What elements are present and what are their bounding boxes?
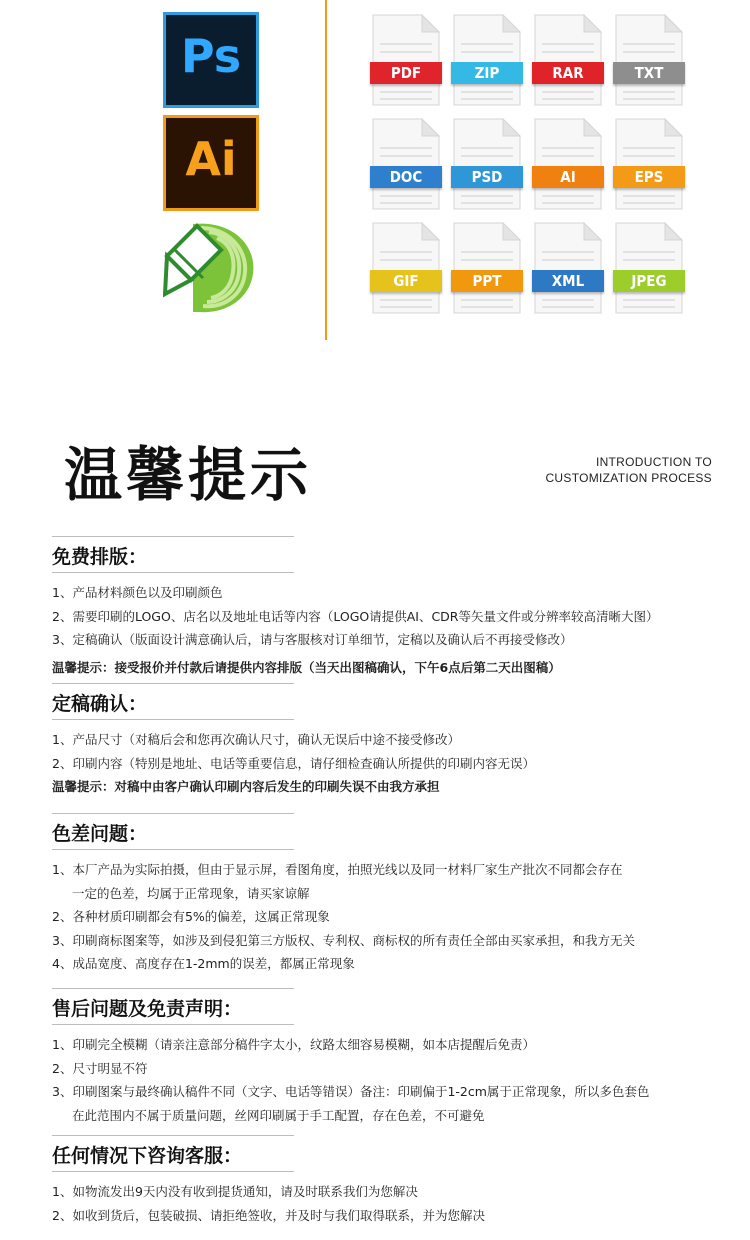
file-type-label: RAR bbox=[532, 62, 604, 84]
list-item: 2、各种材质印刷都会有5%的偏差，这属正常现象 bbox=[52, 909, 330, 924]
file-type-label: JPEG bbox=[613, 270, 685, 292]
list-item: 3、印刷商标图案等，如涉及到侵犯第三方版权、专利权、商标权的所有责任全部由买家承担，和我方无关 bbox=[52, 932, 635, 948]
list-item: 3、定稿确认（版面设计满意确认后，请与客服核对订单细节，定稿以及确认后不再接受修改） bbox=[52, 632, 573, 647]
file-type-label: DOC bbox=[370, 166, 442, 188]
section-contact-service bbox=[52, 1135, 742, 1227]
list-item: 1、本厂产品为实际拍摄，但由于显示屏，看图角度，拍照光线以及同一材料厂家生产批次不同都会存在 bbox=[52, 862, 623, 877]
file-type-label: PSD bbox=[451, 166, 523, 188]
file-type-icon bbox=[615, 118, 683, 210]
list-item: 2、尺寸明显不符 bbox=[52, 1060, 148, 1076]
list-item-continued: 一定的色差，均属于正常现象，请买家谅解 bbox=[72, 885, 310, 901]
divider-line bbox=[325, 0, 327, 340]
file-type-icon bbox=[453, 14, 521, 106]
coreldraw-icon bbox=[163, 216, 259, 312]
list-item: 2、需要印刷的LOGO、店名以及地址电话等内容（LOGO请提供AI、CDR等矢量文件或分辨率较高清晰大图） bbox=[52, 608, 659, 624]
list-item: 2、如收到货后，包装破损、请拒绝签收，并及时与我们取得联系，并为您解决 bbox=[52, 1207, 485, 1223]
file-type-label: TXT bbox=[613, 62, 685, 84]
file-type-icon bbox=[534, 222, 602, 314]
file-type-icon bbox=[615, 222, 683, 314]
list-item: 4、成品宽度、高度存在1-2mm的误差，都属正常现象 bbox=[52, 956, 355, 971]
file-type-label: GIF bbox=[370, 270, 442, 292]
section-title: 任何情况下咨询客服： bbox=[52, 1135, 292, 1172]
list-item-continued: 在此范围内不属于质量问题，丝网印刷属于手工配置，存在色差，不可避免 bbox=[72, 1107, 485, 1123]
list-item: 1、印刷完全模糊（请亲注意部分稿件字太小，纹路太细容易模糊，如本店提醒后免责） bbox=[52, 1037, 535, 1052]
intro-line-2: CUSTOMIZATION PROCESS bbox=[545, 471, 712, 485]
section-title: 定稿确认： bbox=[52, 683, 292, 720]
tip-note: 温馨提示：对稿中由客户确认印刷内容后发生的印刷失误不由我方承担 bbox=[52, 779, 440, 794]
tip-note: 温馨提示：接受报价并付款后请提供内容排版（当天出图稿确认，下午6点后第二天出图稿） bbox=[52, 659, 561, 675]
file-type-label: EPS bbox=[613, 166, 685, 188]
section-title: 色差问题： bbox=[52, 813, 292, 850]
file-type-icon bbox=[453, 118, 521, 210]
list-item: 1、产品尺寸（对稿后会和您再次确认尺寸，确认无误后中途不接受修改） bbox=[52, 732, 460, 747]
file-type-icon bbox=[534, 118, 602, 210]
list-item: 1、如物流发出9天内没有收到提货通知，请及时联系我们为您解决 bbox=[52, 1184, 418, 1199]
list-item: 3、印刷图案与最终确认稿件不同（文字、电话等错误）备注：印刷偏于1-2cm属于正常现象，所以多色套色 bbox=[52, 1084, 650, 1099]
file-type-icon bbox=[372, 14, 440, 106]
file-type-icon bbox=[534, 14, 602, 106]
file-type-label: PPT bbox=[451, 270, 523, 292]
section-free-layout bbox=[52, 536, 742, 679]
illustrator-icon-label: Ai bbox=[185, 132, 237, 186]
section-after-sales bbox=[52, 988, 742, 1127]
photoshop-icon-label: Ps bbox=[180, 29, 242, 83]
file-type-label: PDF bbox=[370, 62, 442, 84]
file-type-label: AI bbox=[532, 166, 604, 188]
page-title: 温馨提示 bbox=[64, 441, 313, 509]
list-item: 1、产品材料颜色以及印刷颜色 bbox=[52, 585, 223, 600]
intro-caption bbox=[545, 454, 712, 486]
illustrator-icon bbox=[163, 115, 259, 211]
file-type-label: ZIP bbox=[451, 62, 523, 84]
photoshop-icon bbox=[163, 12, 259, 108]
list-item: 2、印刷内容（特别是地址、电话等重要信息，请仔细检查确认所提供的印刷内容无误） bbox=[52, 755, 535, 771]
file-type-label: XML bbox=[532, 270, 604, 292]
file-type-icon bbox=[372, 222, 440, 314]
section-title: 售后问题及免责声明： bbox=[52, 988, 292, 1025]
intro-line-1: INTRODUCTION TO bbox=[595, 455, 712, 469]
file-type-icon bbox=[453, 222, 521, 314]
file-type-icon bbox=[615, 14, 683, 106]
section-color-difference bbox=[52, 813, 742, 976]
section-title: 免费排版： bbox=[52, 536, 292, 573]
section-confirm bbox=[52, 683, 742, 799]
file-type-icon bbox=[372, 118, 440, 210]
